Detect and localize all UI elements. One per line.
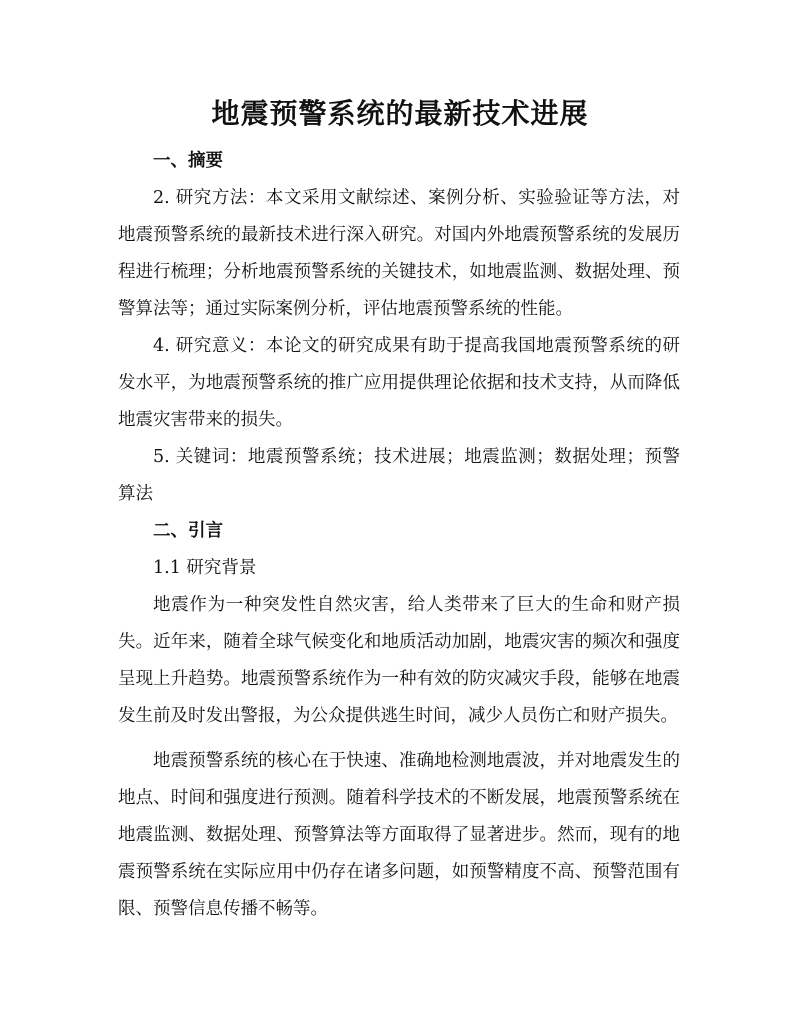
- background-paragraph-2: 地震预警系统的核心在于快速、准确地检测地震波，并对地震发生的地点、时间和强度进行预测。随着科学技术的不断发展，地震预警系统在地震监测、数据处理、预警算法等方面取得了显著进步。然而，现有的地震预警系统在实际应用中仍存在诸多问题，如预警精度不高、预警范围有限、预警信息传播不畅等。: [118, 751, 680, 919]
- keywords-paragraph: 5. 关键词：地震预警系统；技术进展；地震监测；数据处理；预警算法: [118, 447, 680, 504]
- document-title: 地震预警系统的最新技术进展: [211, 97, 589, 130]
- method-paragraph: 2. 研究方法：本文采用文献综述、案例分析、实验验证等方法，对地震预警系统的最新技术进行深入研究。对国内外地震预警系统的发展历程进行梳理；分析地震预警系统的关键技术，如地震监测、数据处理、预警算法等；通过实际案例分析，评估地震预警系统的性能。: [118, 188, 680, 319]
- background-paragraph-1: 地震作为一种突发性自然灾害，给人类带来了巨大的生命和财产损失。近年来，随着全球气候变化和地质活动加剧，地震灾害的频次和强度呈现上升趋势。地震预警系统作为一种有效的防灾减灾手段，能够在地震发生前及时发出警报，为公众提供逃生时间，减少人员伤亡和财产损失。: [118, 595, 680, 726]
- abstract-heading: 一、摘要: [153, 151, 223, 171]
- background-heading: 1.1 研究背景: [153, 558, 257, 578]
- document-body: [118, 143, 680, 928]
- intro-heading: 二、引言: [153, 521, 223, 541]
- significance-paragraph: 4. 研究意义：本论文的研究成果有助于提高我国地震预警系统的研发水平，为地震预警系统的推广应用提供理论依据和技术支持，从而降低地震灾害带来的损失。: [118, 336, 680, 430]
